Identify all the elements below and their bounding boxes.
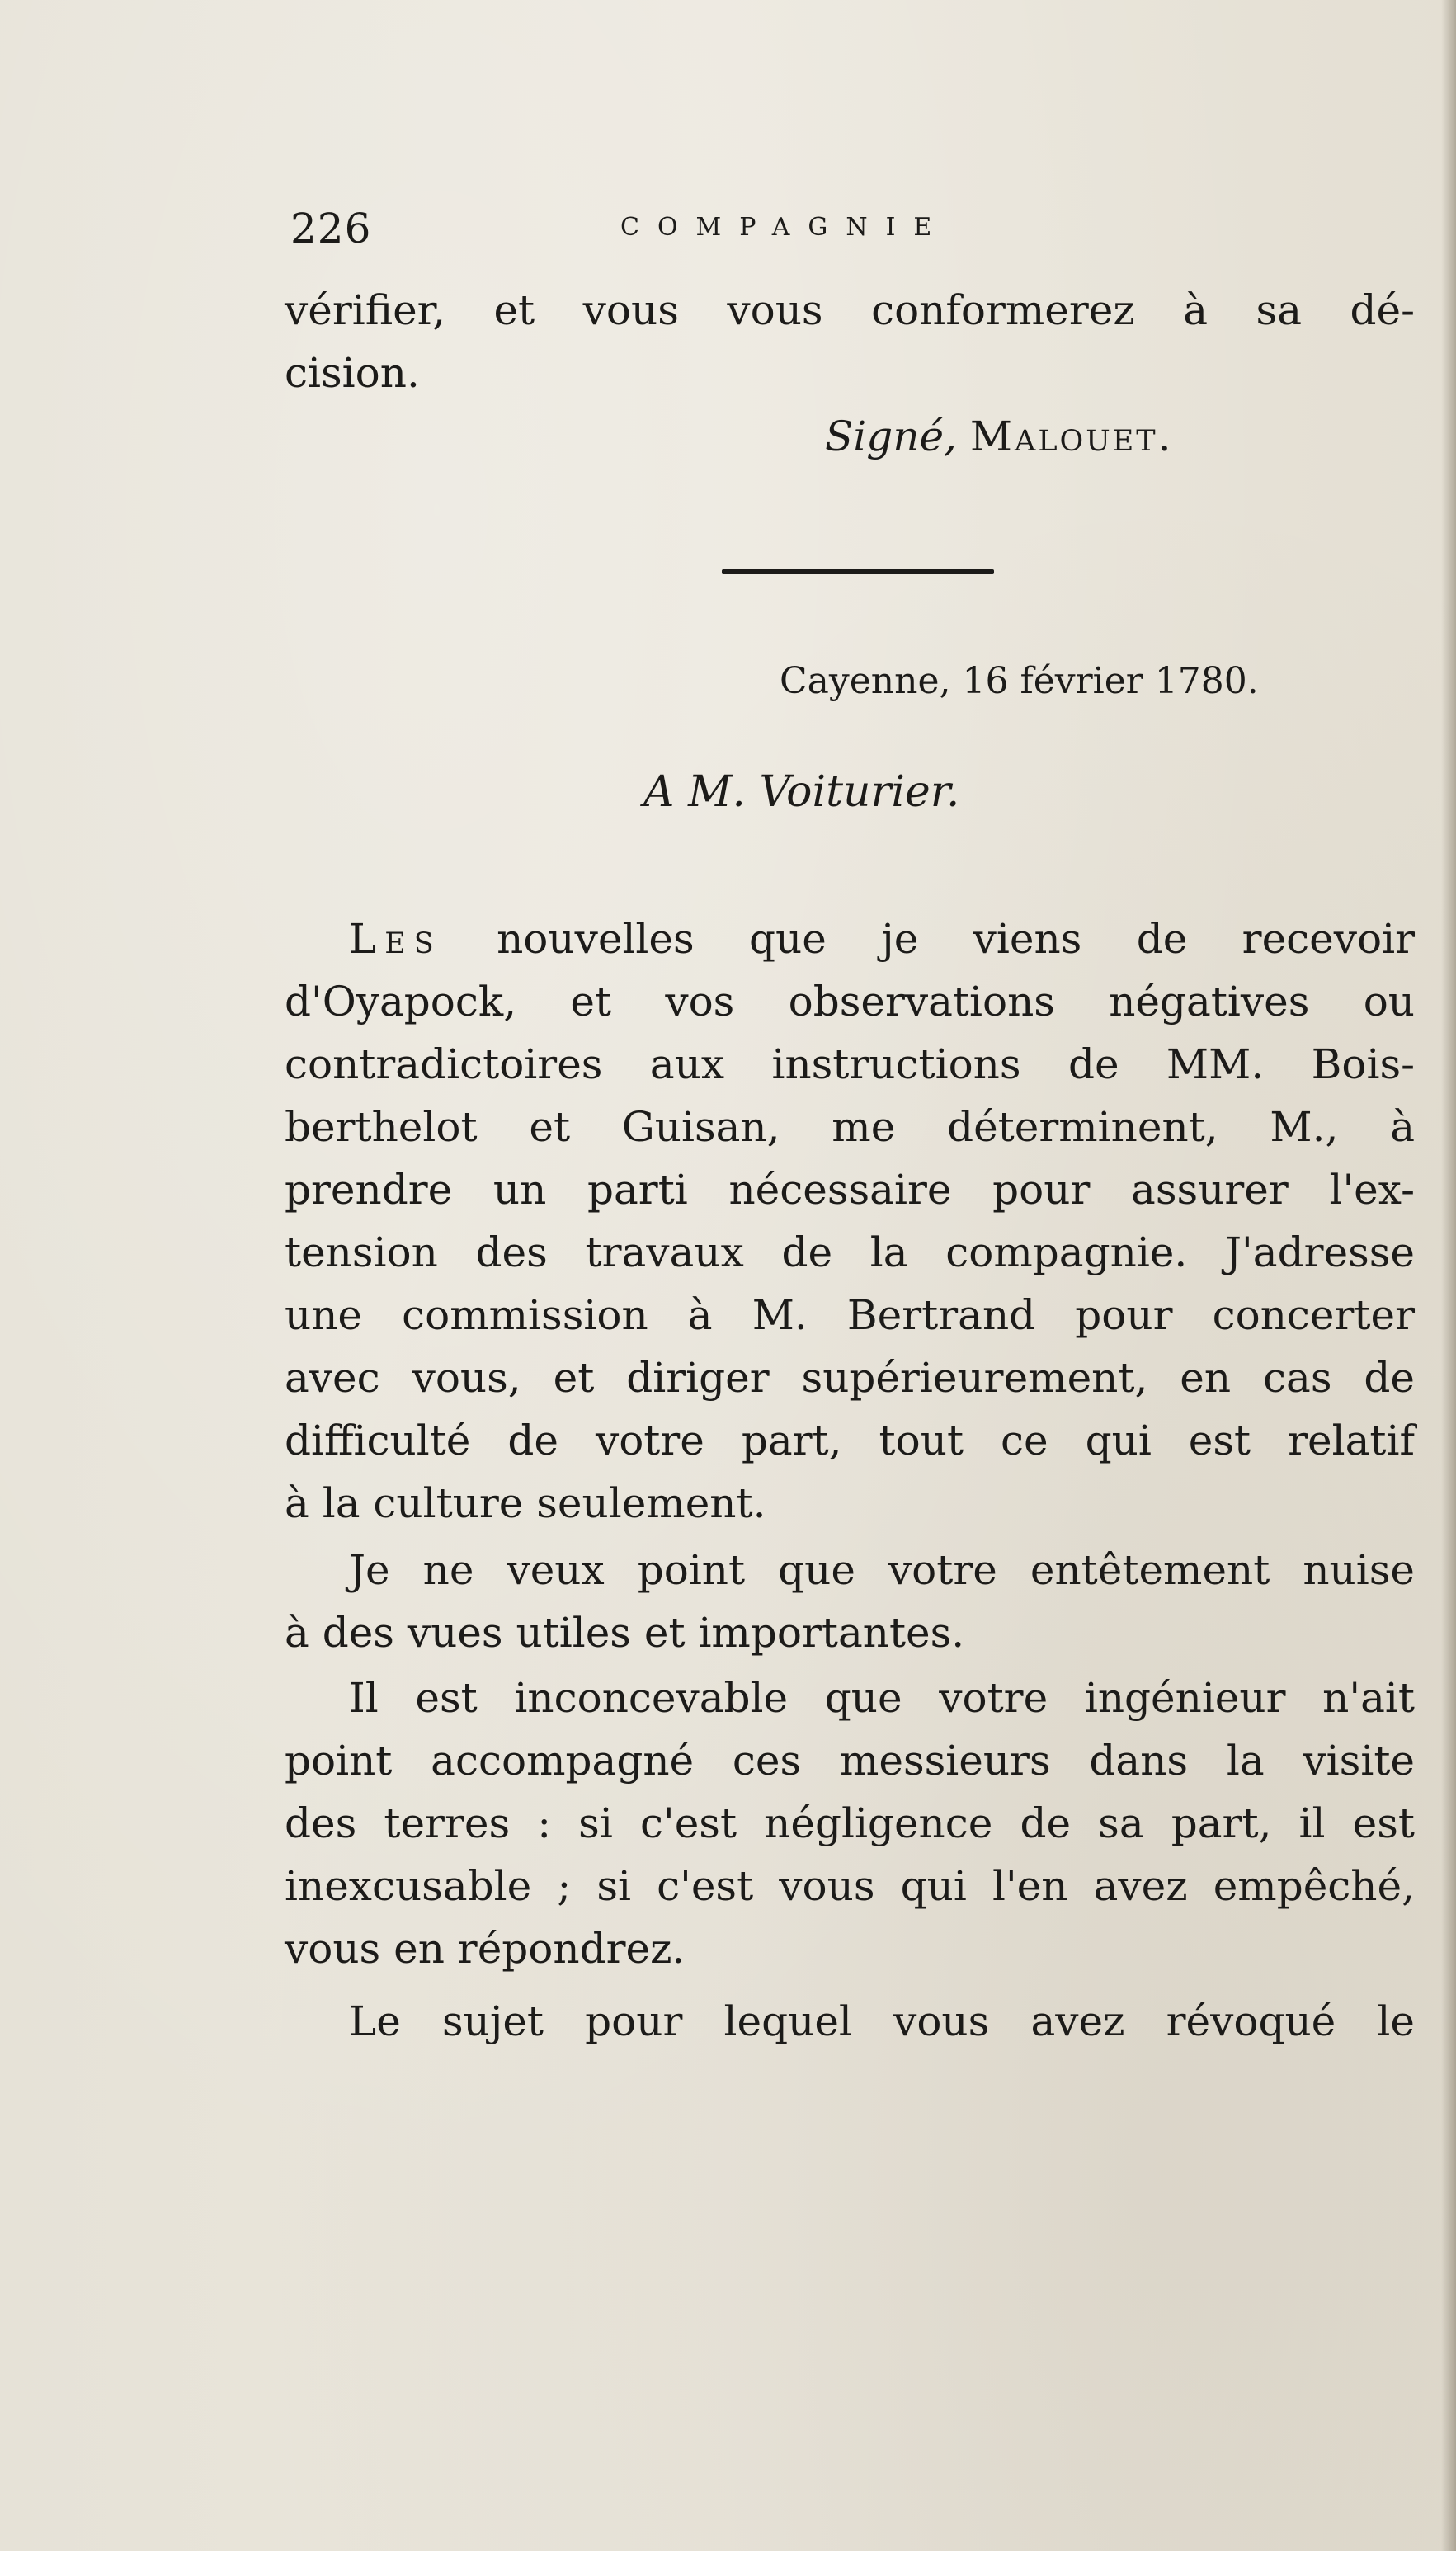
text-line: avec vous, et diriger supérieurement, en cas de <box>285 1354 1415 1402</box>
text-line: tension des travaux de la compagnie. J'adresse <box>285 1228 1415 1276</box>
text-line: Je ne veux point que votre entêtement nuise <box>349 1546 1415 1594</box>
letter-addressee: A M. Voiturier. <box>643 767 960 817</box>
text-line: berthelot et Guisan, me déterminent, M., à <box>285 1103 1415 1151</box>
page-edge-shadow <box>1441 0 1456 2551</box>
text-line: d'Oyapock, et vos observations négatives ou <box>285 978 1415 1026</box>
signature-signe: Signé, <box>825 413 957 460</box>
signature <box>825 413 1174 460</box>
page-header <box>290 205 1396 262</box>
text-fragment: nouvelles que je viens de recevoir <box>441 915 1415 963</box>
text-line: Le sujet pour lequel vous avez révoqué le <box>349 1997 1415 2045</box>
text-line: à des vues utiles et importantes. <box>285 1609 965 1657</box>
page-number: 226 <box>290 205 372 252</box>
section-divider <box>722 569 994 574</box>
text-line: vous en répondrez. <box>285 1925 686 1973</box>
text-line: difficulté de votre part, tout ce qui est relatif <box>285 1417 1415 1464</box>
letter-dateline: Cayenne, 16 février 1780. <box>780 660 1259 702</box>
text-line: une commission à M. Bertrand pour concerter <box>285 1291 1415 1339</box>
text-line: prendre un parti nécessaire pour assurer l'ex- <box>285 1166 1415 1214</box>
text-line: cision. <box>285 349 420 397</box>
text-line: à la culture seulement. <box>285 1479 766 1527</box>
text-line: des terres : si c'est négligence de sa part, il est <box>285 1799 1415 1847</box>
paragraph-4 <box>285 1990 1415 2053</box>
opening-text <box>285 279 1415 404</box>
paragraph-1 <box>285 908 1415 1535</box>
paragraph-2 <box>285 1539 1415 1664</box>
paragraph-lead: Les <box>349 915 442 963</box>
text-line: Il est inconcevable que votre ingénieur n'ait <box>349 1674 1415 1722</box>
text-line: vérifier, et vous vous conformerez à sa dé- <box>285 286 1415 334</box>
text-line: inexcusable ; si c'est vous qui l'en avez empêché, <box>285 1862 1415 1910</box>
text-line: point accompagné ces messieurs dans la visite <box>285 1737 1415 1785</box>
signature-name: Malouet. <box>969 413 1174 460</box>
paragraph-3 <box>285 1667 1415 1980</box>
text-line: contradictoires aux instructions de MM. Bois- <box>285 1040 1415 1088</box>
text-line <box>285 908 1415 970</box>
running-head: COMPAGNIE <box>620 213 950 242</box>
